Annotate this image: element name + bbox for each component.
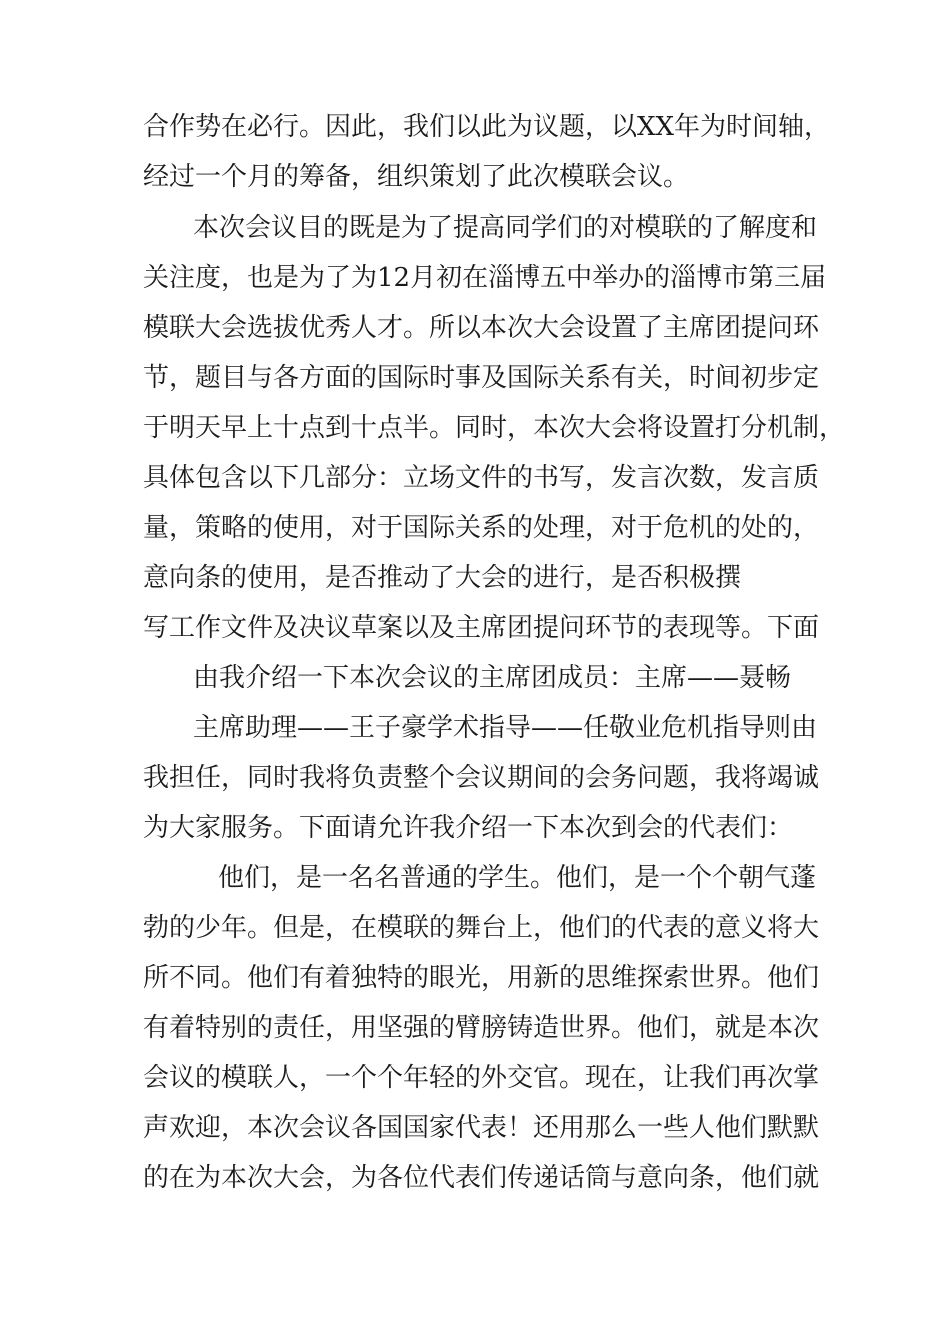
text-line: 所不同。他们有着独特的眼光，用新的思维探索世界。他们 <box>143 963 820 993</box>
text-line: 声欢迎，本次会议各国国家代表！还用那么一些人他们默默 <box>143 1113 820 1143</box>
text-line: 关注度，也是为了为12月初在淄博五中举办的淄博市第三届 <box>143 263 827 293</box>
text-line: 的在为本次大会，为各位代表们传递话筒与意向条，他们就 <box>143 1163 820 1193</box>
text-line: 意向条的使用，是否推动了大会的进行，是否积极撰 <box>143 563 742 593</box>
text-line: 我担任，同时我将负责整个会议期间的会务问题，我将竭诚 <box>143 763 820 793</box>
text-line: 为大家服务。下面请允许我介绍一下本次到会的代表们： <box>143 813 794 843</box>
text-line: 有着特别的责任，用坚强的臂膀铸造世界。他们，就是本次 <box>143 1013 820 1043</box>
text-line: 经过一个月的筹备，组织策划了此次模联会议。 <box>143 162 690 192</box>
text-line: 主席助理——王子豪学术指导——任敬业危机指导则由 <box>193 713 818 743</box>
text-line: 量，策略的使用，对于国际关系的处理，对于危机的处的， <box>143 513 820 543</box>
text-line: 本次会议目的既是为了提高同学们的对模联的了解度和 <box>193 213 818 243</box>
text-line: 写工作文件及决议草案以及主席团提问环节的表现等。下面 <box>143 613 820 643</box>
text-line: 具体包含以下几部分：立场文件的书写，发言次数，发言质 <box>143 463 820 493</box>
text-line: 会议的模联人，一个个年轻的外交官。现在，让我们再次掌 <box>143 1063 820 1093</box>
text-line: 模联大会选拔优秀人才。所以本次大会设置了主席团提问环 <box>143 313 820 343</box>
text-line: 勃的少年。但是，在模联的舞台上，他们的代表的意义将大 <box>143 913 820 943</box>
text-line: 节，题目与各方面的国际时事及国际关系有关，时间初步定 <box>143 363 820 393</box>
text-line: 合作势在必行。因此，我们以此为议题，以XX年为时间轴， <box>143 112 831 142</box>
text-line: 他们，是一名名普通的学生。他们，是一个个朝气蓬 <box>218 863 817 893</box>
text-line: 于明天早上十点到十点半。同时，本次大会将设置打分机制， <box>143 413 846 443</box>
text-line: 由我介绍一下本次会议的主席团成员：主席——聂畅 <box>193 663 792 693</box>
